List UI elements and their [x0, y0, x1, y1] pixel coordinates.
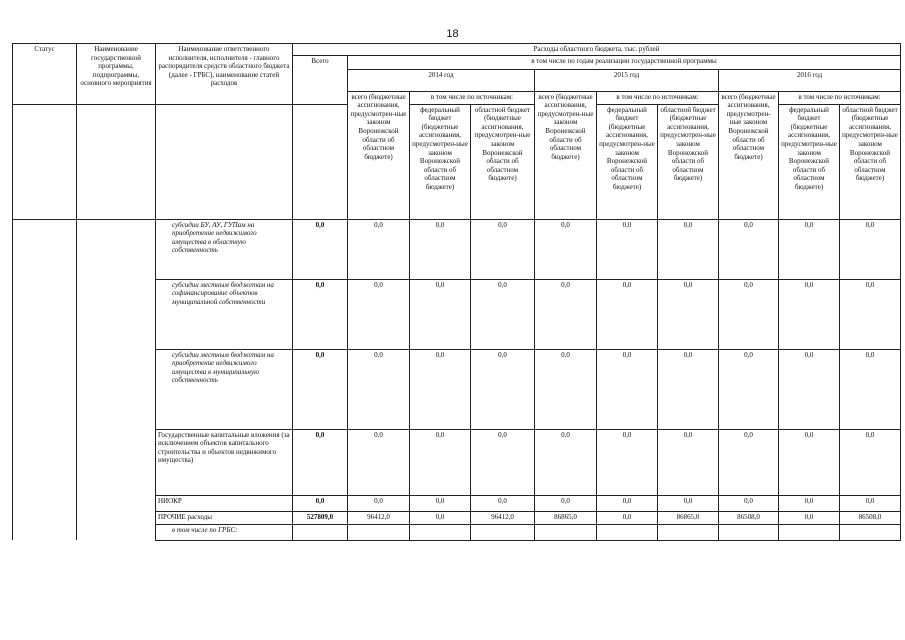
value-cell: 0,0: [779, 511, 840, 524]
total-value: 0,0: [293, 495, 348, 511]
value-cell: 0,0: [779, 219, 840, 279]
status-cell: [13, 511, 77, 524]
value-cell: [348, 524, 410, 540]
value-cell: [597, 524, 658, 540]
value-cell: 0,0: [779, 279, 840, 349]
value-cell: [471, 524, 535, 540]
value-cell: 86508,0: [840, 511, 901, 524]
header-year-total-2014: всего (бюджетные ассигнования, предусмотрен-ные законом Воронежской области об областном бюджете): [348, 91, 410, 219]
value-cell: 0,0: [719, 495, 779, 511]
table-row: [13, 429, 901, 495]
value-cell: 0,0: [597, 511, 658, 524]
value-cell: 0,0: [658, 219, 719, 279]
program-cell: [77, 511, 156, 524]
value-cell: 0,0: [410, 349, 471, 429]
value-cell: 0,0: [719, 219, 779, 279]
row-label: ПРОЧИЕ расходы: [156, 511, 293, 524]
value-cell: [658, 524, 719, 540]
value-cell: 0,0: [471, 349, 535, 429]
row-label: субсидии местным бюджетам на приобретение недвижимого имущества в муниципальную собственность: [156, 349, 293, 429]
status-cell: [13, 429, 77, 495]
header-regional-2014: областной бюджет (бюджетные ассигнования, предусмотрен-ные законом Воронежской области об областном бюджете): [471, 104, 535, 219]
value-cell: 86508,0: [719, 511, 779, 524]
header-year-2014: 2014 год: [348, 69, 535, 91]
page-number: 18: [446, 28, 459, 40]
header-year-2015: 2015 год: [535, 69, 719, 91]
header-total: Всего: [293, 55, 348, 104]
table-row: [13, 349, 901, 429]
header-program-cont: [77, 104, 156, 219]
value-cell: 0,0: [719, 349, 779, 429]
header-expenses: Расходы областного бюджета, тыс. рублей: [293, 44, 901, 56]
header-year-total-2016: всего (бюджетные ассигнования, предусмотрен-ные законом Воронежской области об областном бюджете): [719, 91, 779, 219]
header-program-name: Наименование государственной программы, подпрограммы, основного мероприятия: [77, 44, 156, 105]
table-row: [13, 524, 901, 540]
row-label: Государственные капитальные вложения (за исключением объектов капитального строительства и объектов недвижимого имущества): [156, 429, 293, 495]
table-row: [13, 219, 901, 279]
header-federal-2015: федеральный бюджет (бюджетные ассигнования, предусмотрен-ные законом Воронежской области об областном бюджете): [597, 104, 658, 219]
value-cell: 0,0: [410, 279, 471, 349]
program-cell: [77, 279, 156, 349]
value-cell: 0,0: [471, 219, 535, 279]
header-status-cont: [13, 104, 77, 219]
total-value: 0,0: [293, 279, 348, 349]
header-federal-2016: федеральный бюджет (бюджетные ассигнования, предусмотрен-ные законом Воронежской области об областном бюджете): [779, 104, 840, 219]
header-by-sources-2014: в том числе по источникам:: [410, 91, 535, 104]
value-cell: 0,0: [840, 495, 901, 511]
row-label: в том числе по ГРБС:: [156, 524, 293, 540]
value-cell: 0,0: [840, 429, 901, 495]
value-cell: [535, 524, 597, 540]
value-cell: 0,0: [597, 279, 658, 349]
program-cell: [77, 495, 156, 511]
value-cell: 0,0: [597, 429, 658, 495]
value-cell: 0,0: [719, 279, 779, 349]
status-cell: [13, 279, 77, 349]
program-cell: [77, 349, 156, 429]
value-cell: 0,0: [779, 495, 840, 511]
value-cell: 0,0: [597, 349, 658, 429]
value-cell: 0,0: [535, 495, 597, 511]
row-label: субсидии БУ, АУ, ГУПам на приобретение недвижимого имущества в областную собственность: [156, 219, 293, 279]
value-cell: 0,0: [535, 279, 597, 349]
value-cell: 0,0: [348, 219, 410, 279]
header-status: Статус: [13, 44, 77, 105]
header-regional-2016: областной бюджет (бюджетные ассигнования, предусмотрен-ные законом Воронежской области об областном бюджете): [840, 104, 901, 219]
row-label: субсидии местным бюджетам на софинансирование объектов муниципальной собственности: [156, 279, 293, 349]
value-cell: 0,0: [348, 495, 410, 511]
value-cell: 0,0: [597, 219, 658, 279]
value-cell: 96412,0: [471, 511, 535, 524]
value-cell: [410, 524, 471, 540]
row-label: НИОКР: [156, 495, 293, 511]
table-row: [13, 511, 901, 524]
value-cell: 0,0: [471, 429, 535, 495]
value-cell: 0,0: [535, 219, 597, 279]
value-cell: 0,0: [779, 429, 840, 495]
value-cell: 0,0: [410, 219, 471, 279]
value-cell: 0,0: [840, 279, 901, 349]
table-row: [13, 279, 901, 349]
value-cell: [719, 524, 779, 540]
total-value: [293, 524, 348, 540]
table-row: [13, 495, 901, 511]
value-cell: 0,0: [471, 279, 535, 349]
value-cell: 0,0: [840, 349, 901, 429]
value-cell: 0,0: [348, 349, 410, 429]
header-by-sources-2016: в том числе по источникам:: [779, 91, 901, 104]
value-cell: 0,0: [348, 279, 410, 349]
budget-table: [12, 43, 901, 541]
value-cell: 0,0: [779, 349, 840, 429]
total-value: 0,0: [293, 219, 348, 279]
total-value: 0,0: [293, 349, 348, 429]
total-value: 0,0: [293, 429, 348, 495]
total-value: 527809,0: [293, 511, 348, 524]
header-by-sources-2015: в том числе по источникам:: [597, 91, 719, 104]
value-cell: 0,0: [658, 349, 719, 429]
status-cell: [13, 524, 77, 540]
table-body: [13, 219, 901, 540]
header-executor-cont: [156, 104, 293, 219]
header-by-years: в том числе по годам реализации государственной программы: [348, 55, 901, 69]
value-cell: 0,0: [658, 495, 719, 511]
program-cell: [77, 524, 156, 540]
program-cell: [77, 429, 156, 495]
header-total-cont: [293, 104, 348, 219]
value-cell: 0,0: [348, 429, 410, 495]
header-year-total-2015: всего (бюджетные ассигнования, предусмотрен-ные законом Воронежской области об областном бюджете): [535, 91, 597, 219]
value-cell: 0,0: [840, 219, 901, 279]
value-cell: 0,0: [658, 279, 719, 349]
header-federal-2014: федеральный бюджет (бюджетные ассигнования, предусмотрен-ные законом Воронежской области об областном бюджете): [410, 104, 471, 219]
value-cell: 86865,0: [658, 511, 719, 524]
program-cell: [77, 219, 156, 279]
value-cell: [840, 524, 901, 540]
value-cell: 0,0: [410, 511, 471, 524]
value-cell: 0,0: [410, 495, 471, 511]
status-cell: [13, 495, 77, 511]
header-executor: Наименование ответственного исполнителя, исполнителя - главного распорядителя средств областного бюджета (далее - ГРБС), наименование статей расходов: [156, 44, 293, 105]
value-cell: 86865,0: [535, 511, 597, 524]
value-cell: 0,0: [719, 429, 779, 495]
value-cell: [779, 524, 840, 540]
value-cell: 96412,0: [348, 511, 410, 524]
status-cell: [13, 219, 77, 279]
value-cell: 0,0: [471, 495, 535, 511]
header-year-2016: 2016 год: [719, 69, 901, 91]
value-cell: 0,0: [535, 349, 597, 429]
value-cell: 0,0: [535, 429, 597, 495]
status-cell: [13, 349, 77, 429]
value-cell: 0,0: [597, 495, 658, 511]
header-regional-2015: областной бюджет (бюджетные ассигнования, предусмотрен-ные законом Воронежской области об областном бюджете): [658, 104, 719, 219]
value-cell: 0,0: [658, 429, 719, 495]
value-cell: 0,0: [410, 429, 471, 495]
